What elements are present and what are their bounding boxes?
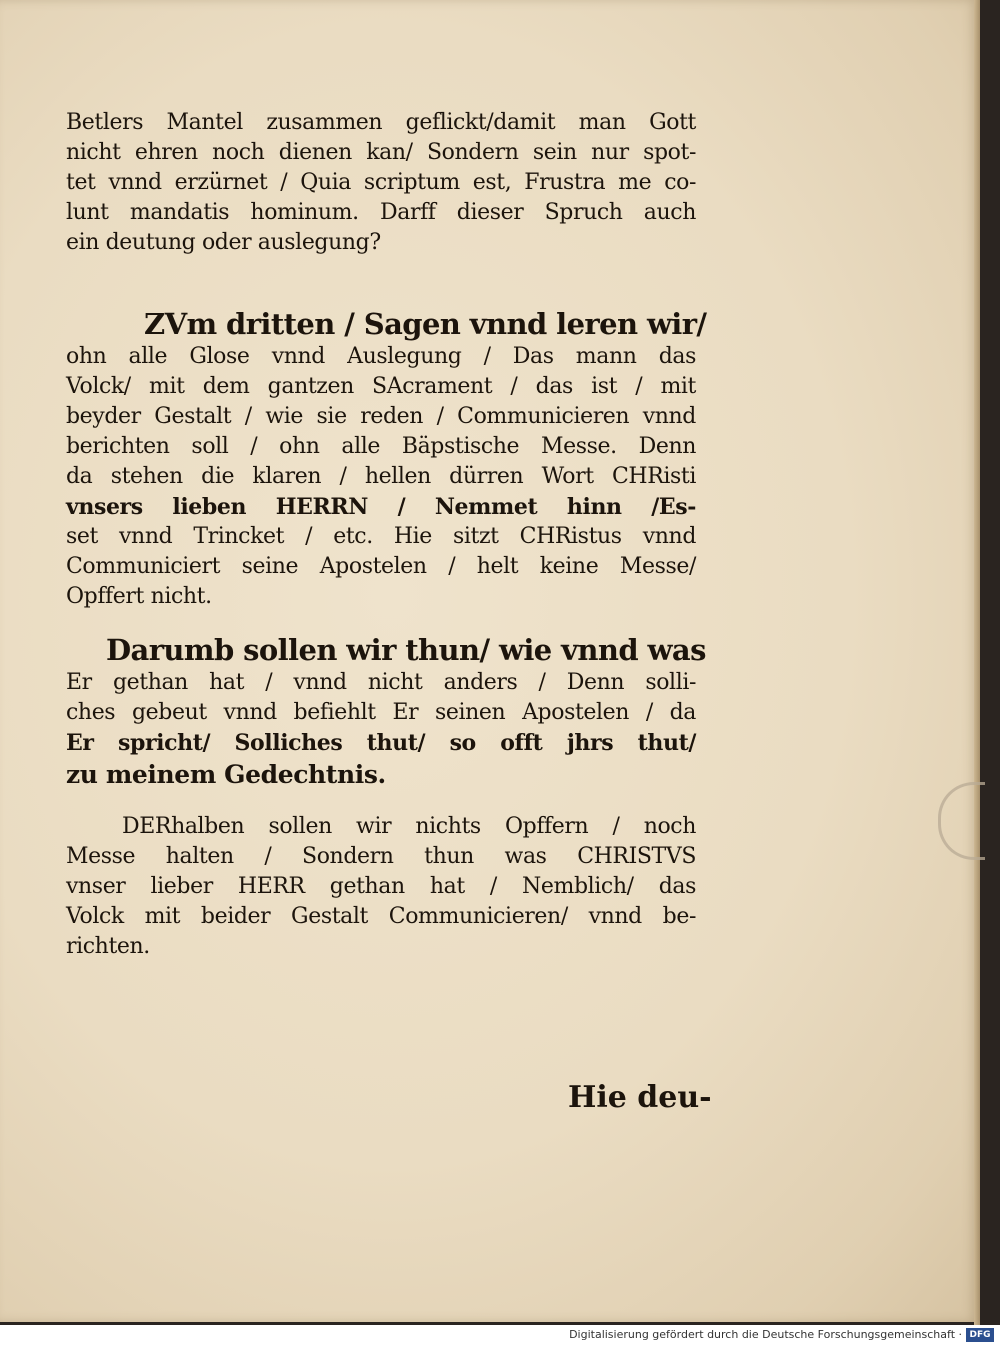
text-line: ohn alle Glose vnnd Auslegung / Das mann das bbox=[66, 344, 696, 369]
catchword: Hie deu- bbox=[568, 1080, 712, 1115]
text-line: berichten soll / ohn alle Bäpstische Messe. Denn bbox=[66, 434, 696, 459]
text-line: beyder Gestalt / wie sie reden / Communicieren vnnd bbox=[66, 404, 696, 429]
footer-bar bbox=[0, 1325, 1000, 1345]
text-line: Volck/ mit dem gantzen SAcrament / das ist / mit bbox=[66, 374, 696, 399]
dfg-logo: DFG bbox=[966, 1328, 994, 1342]
text-line: DERhalben sollen wir nichts Opffern / noch bbox=[122, 814, 696, 839]
text-line: Er gethan hat / vnnd nicht anders / Denn solli- bbox=[66, 670, 696, 695]
digitization-credit: Digitalisierung gefördert durch die Deutsche Forschungsgemeinschaft · bbox=[569, 1328, 962, 1341]
text-line: ein deutung oder auslegung? bbox=[66, 230, 381, 255]
text-line: zu meinem Gedechtnis. bbox=[66, 760, 386, 789]
text-line: nicht ehren noch dienen kan/ Sondern sein nur spot- bbox=[66, 140, 696, 165]
text-line: ches gebeut vnnd befiehlt Er seinen Apostelen / da bbox=[66, 700, 696, 725]
text-line: richten. bbox=[66, 934, 150, 959]
text-line: vnser lieber HERR gethan hat / Nemblich/ das bbox=[66, 874, 696, 899]
text-line: ZVm dritten / Sagen vnnd leren wir/ bbox=[144, 307, 707, 341]
paragraph bbox=[66, 306, 707, 612]
paragraph bbox=[66, 812, 696, 962]
text-line: Opffert nicht. bbox=[66, 584, 212, 609]
paragraph bbox=[66, 632, 706, 792]
page-edge bbox=[974, 0, 980, 1325]
text-line: Er spricht/ Solliches thut/ so offt jhrs thut/ bbox=[66, 730, 696, 756]
text-line: set vnnd Trincket / etc. Hie sitzt CHRistus vnnd bbox=[66, 524, 696, 549]
page-text bbox=[66, 108, 707, 962]
text-line: lunt mandatis hominum. Darff dieser Spruch auch bbox=[66, 200, 696, 225]
text-line: Volck mit beider Gestalt Communicieren/ vnnd be- bbox=[66, 904, 696, 929]
text-line: Betlers Mantel zusammen geflickt/damit man Gott bbox=[66, 110, 696, 135]
text-line: Messe halten / Sondern thun was CHRISTVS bbox=[66, 844, 696, 869]
text-line: Communiciert seine Apostelen / helt keine Messe/ bbox=[66, 554, 696, 579]
text-line: da stehen die klaren / hellen dürren Wort CHRisti bbox=[66, 464, 696, 489]
paragraph bbox=[66, 108, 696, 258]
text-line: Darumb sollen wir thun/ wie vnnd was bbox=[106, 633, 706, 667]
text-line: vnsers lieben HERRN / Nemmet hinn /Es- bbox=[66, 494, 696, 520]
text-line: tet vnnd erzürnet / Quia scriptum est, Frustra me co- bbox=[66, 170, 696, 195]
